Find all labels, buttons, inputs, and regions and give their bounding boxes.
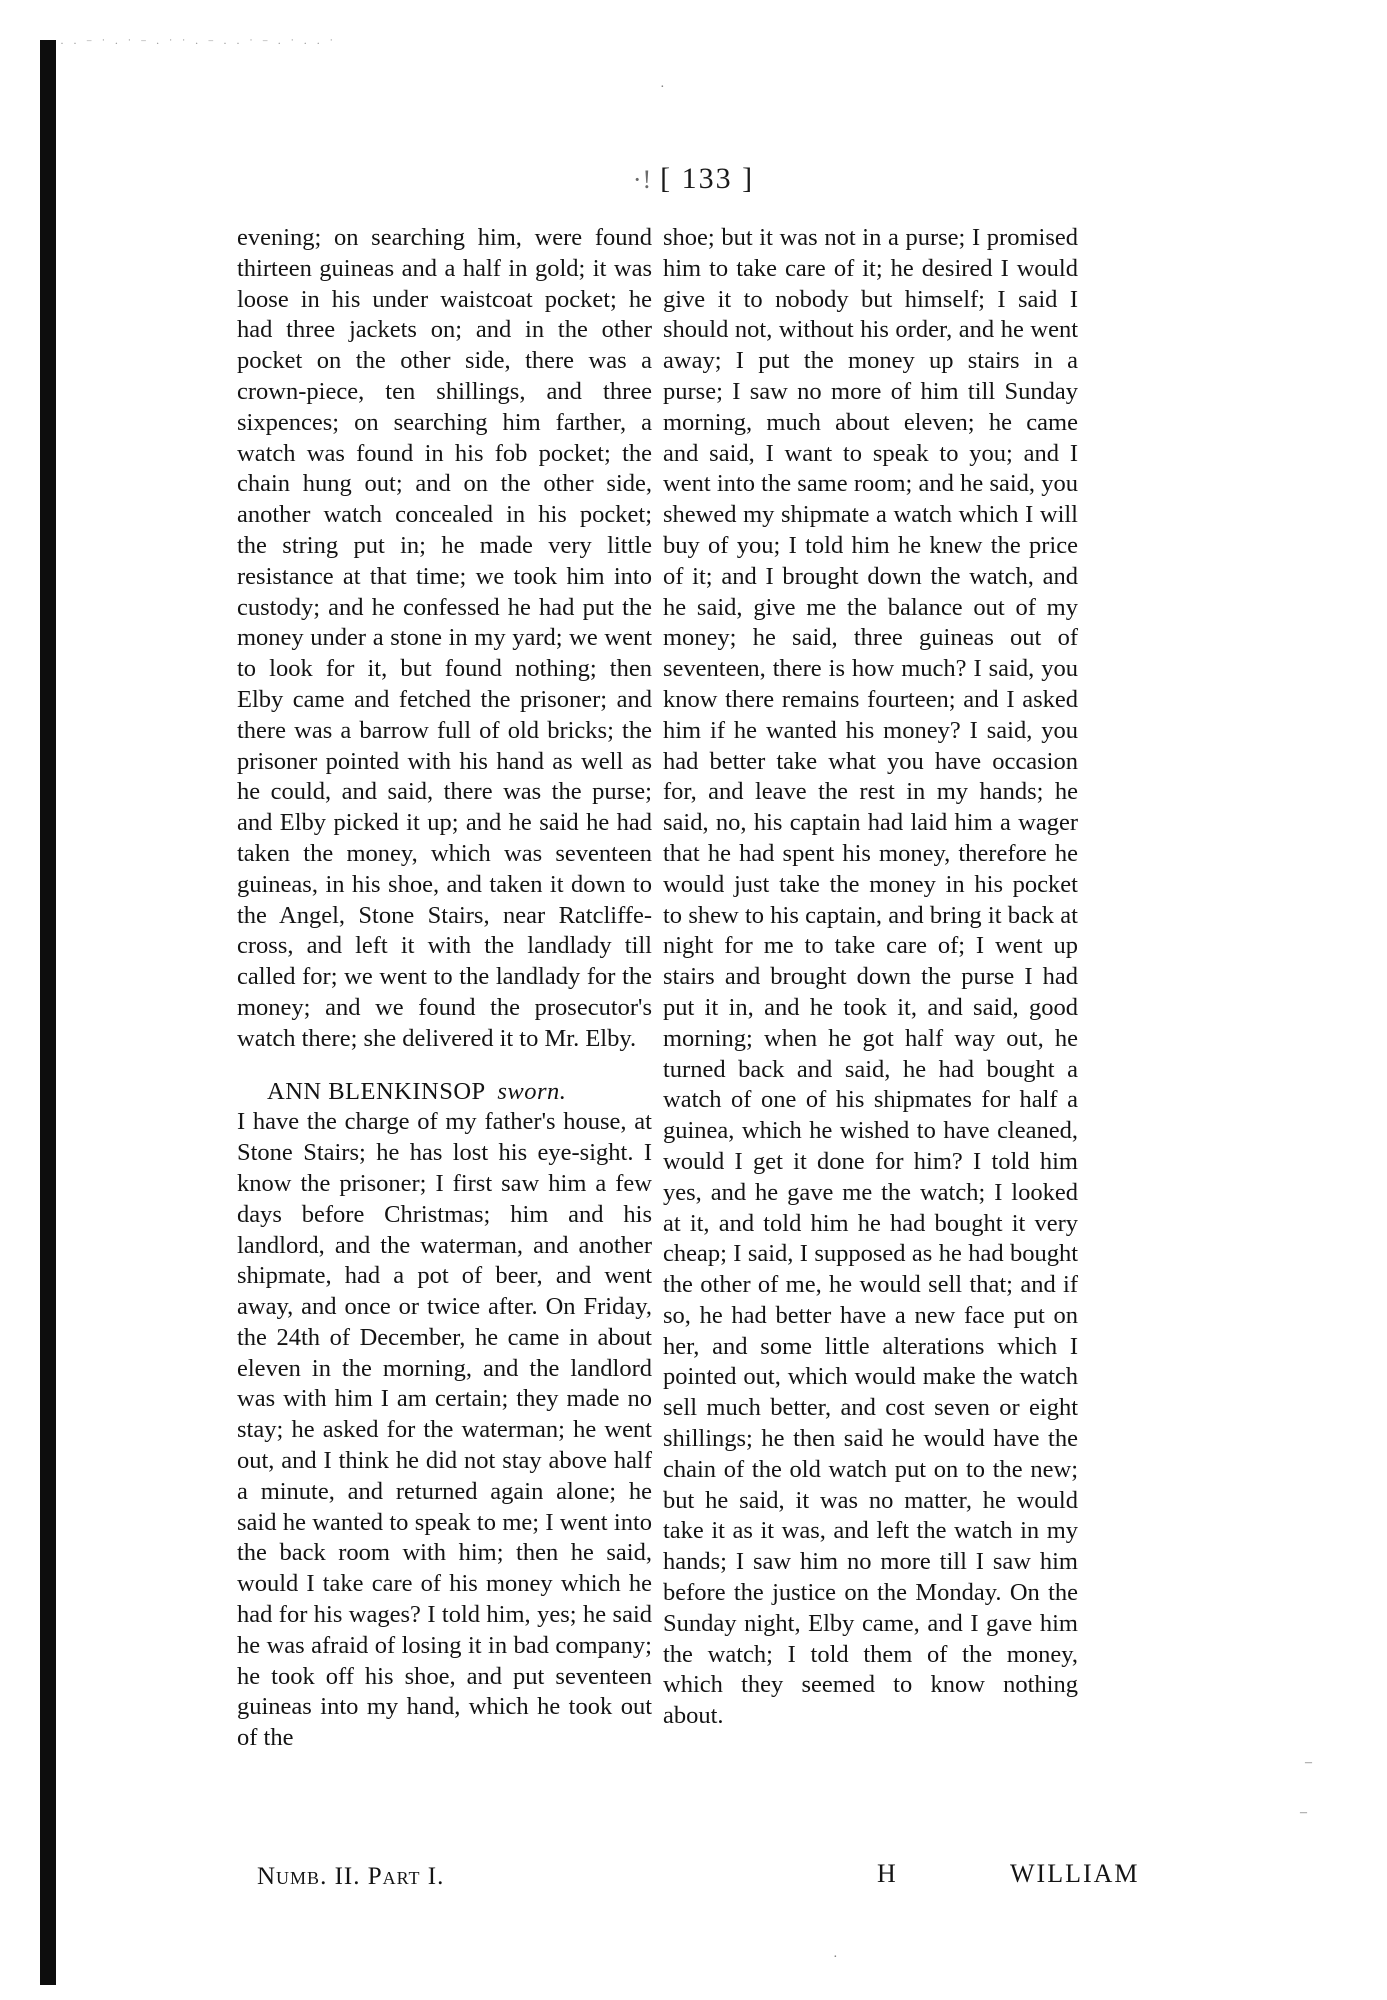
right-column-text: shoe; but it was not in a purse; I promised him to take care of it; he desired I would give it to nobody but himself; I said I should not, without his order, and he went away; I put the money up stairs in a purse; I saw no more of him till Sunday morning, much about eleven; he came and said, I want to speak to you; and I went into the same room; and he said, you shewed my shipmate a watch which I will buy of you; I told him he knew the price of it; and I brought down the watch, and he said, give me the balance out of my money; he said, three guineas out of seventeen, there is how much? I said, you know there remains fourteen; and I asked him if he wanted his money? I said, you had better take what you have occasion for, and leave the rest in my hands; he said, no, his captain had laid him a wager that he had spent his money, therefore he would just take the money in his pocket to shew to his captain, and bring it back at night for me to take care of; I went up stairs and brought down the purse I had put it in, and he took it, and said, good morning; when he got half way out, he turned back and said, he had bought a watch of one of his shipmates for half a guinea, which he wished to have cleaned, would I get it done for him? I told him yes, and he gave me the watch; I looked at it, and told him he had bought it very cheap; I said, I supposed as he had bought the other of me, he would sell that; and if so, he had better have a new face put on her, and some little alterations which I pointed out, which would make the watch sell much better, and cost seven or eight shillings; he then said he would have the chain of the old watch put on to the new; but he said, it was no matter, he would take it as it was, and left the watch in my hands; I saw him no more till I saw him before the justice on the Monday. On the Sunday night, Elby came, and I gave him the watch; I told them of the money, which they seemed to know nothing about.	[663, 224, 1078, 1730]
binding-edge	[40, 40, 56, 1985]
testimony-heading	[237, 1077, 652, 1108]
left-column-text: evening; on searching him, were found thirteen guineas and a half in gold; it was loose in his under waistcoat pocket; he had three jackets on; and in the other pocket on the other side, there was a crown-piece, ten shillings, and three sixpences; on searching him farther, a watch was found in his fob pocket; the chain hung out; and on the other side, another watch concealed in his pocket; the string put in; he made very little resistance at that time; we took him into custody; and he confessed he had put the money under a stone in my yard; we went to look for it, but found nothing; then Elby came and fetched the prisoner; and there was a barrow full of old bricks; the prisoner pointed with his hand as well as he could, and said, there was the purse; and Elby picked it up; and he said he had taken the money, which was seventeen guineas, in his shoe, and taken it down to the Angel, Stone Stairs, near Ratcliffe-cross, and left it with the landlady till called for; we went to the landlady for the money; and we found the prosecutor's watch there; she delivered it to Mr. Elby.	[237, 224, 652, 1052]
footer-signature-line: Numb. II. Part I.	[257, 1863, 445, 1890]
page-number: [ 133 ]	[660, 162, 755, 195]
page-number-header	[0, 162, 1387, 196]
right-column	[663, 223, 1078, 1732]
witness-name: ANN BLENKINSOP	[267, 1077, 485, 1105]
speck: ·	[660, 80, 665, 95]
testimony-text: I have the charge of my father's house, at Stone Stairs; he has lost his eye-sight. I know the prisoner; I first saw him a few days before Christmas; him and his landlord, and the waterman, and another shipmate, had a pot of beer, and went away, and once or twice after. On Friday, the 24th of December, he came in about eleven in the morning, and the landlord was with him I am certain; they made no stay; he asked for the waterman; he went out, and I think he did not stay above half a minute, and returned again alone; he said he wanted to speak to me; I went into the back room with him; then he said, would I take care of his money which he had for his wages? I told him, yes; he said he was afraid of losing it in bad company; he took off his shoe, and put seventeen guineas into my hand, which he took out of the	[237, 1108, 652, 1752]
printer-signature: H	[877, 1859, 896, 1888]
left-column	[237, 223, 652, 1754]
scan-noise: · · ⁻ ˙ · ˙ ⁻ · ˙ ˙ · ⁻ · · ˙ ⁻ · ˙ · · ˙	[60, 36, 337, 50]
sworn-label: sworn.	[497, 1077, 567, 1105]
speck: –	[1305, 1755, 1312, 1770]
scan-marks: ·!	[632, 165, 653, 194]
speck: –	[1300, 1805, 1307, 1820]
speck: ·	[833, 1950, 838, 1965]
catchword: WILLIAM	[1010, 1859, 1140, 1888]
